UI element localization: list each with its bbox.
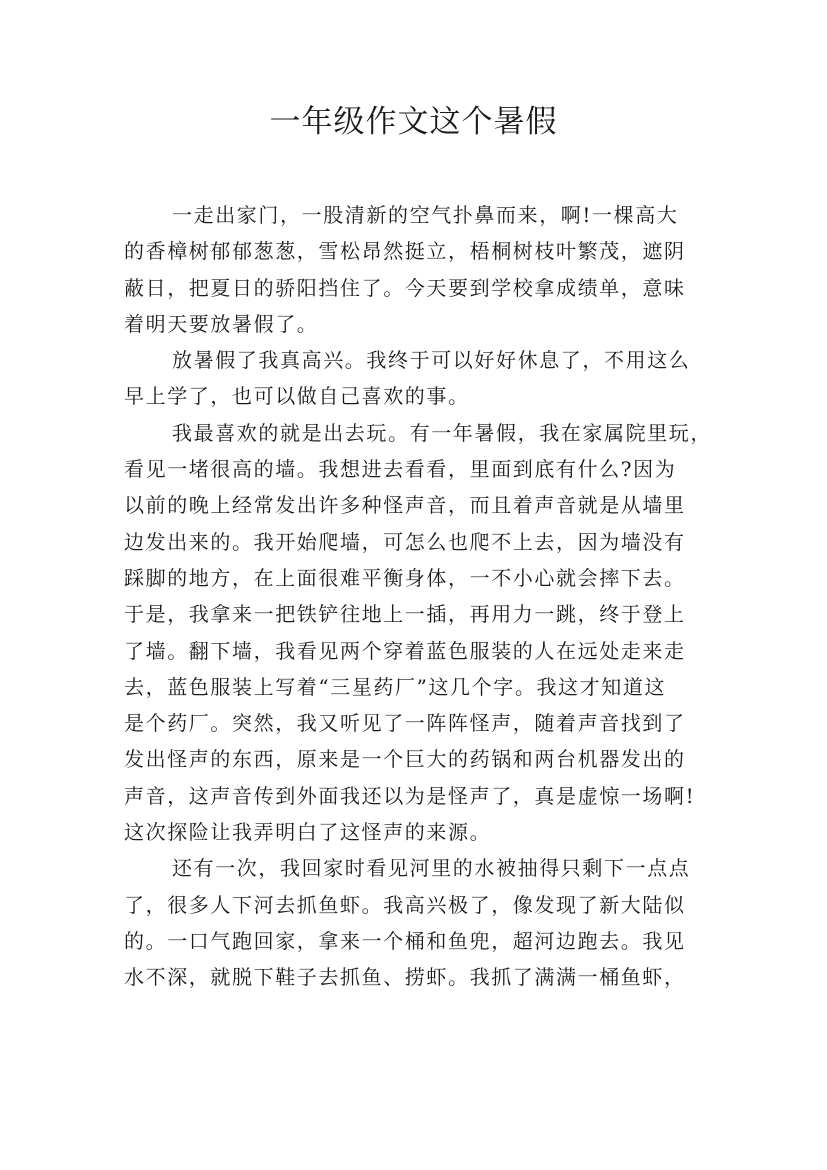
text-line: 蔽日，把夏日的骄阳挡住了。今天要到学校拿成绩单，意味 xyxy=(124,275,686,300)
text-line: 于是，我拿来一把铁铲往地上一插，再用力一跳，终于登上 xyxy=(124,602,686,627)
text-line: 放暑假了我真高兴。我终于可以好好休息了，不用这么 xyxy=(172,348,691,373)
document-body xyxy=(124,197,724,996)
text-line: 了墙。翻下墙，我看见两个穿着蓝色服装的人在远处走来走 xyxy=(124,638,686,663)
text-line: 这次探险让我弄明白了这怪声的来源。 xyxy=(124,820,492,845)
text-line: 去，蓝色服装上写着“三星药厂”这几个字。我这才知道这 xyxy=(124,674,667,699)
text-line: 看见一堵很高的墙。我想进去看看，里面到底有什么?因为 xyxy=(124,457,677,482)
text-line: 发出怪声的东西，原来是一个巨大的药锅和两台机器发出的 xyxy=(124,747,686,772)
document-title: 一年级作文这个暑假 xyxy=(269,104,558,140)
text-line: 是个药厂。突然，我又听见了一阵阵怪声，随着声音找到了 xyxy=(124,711,686,736)
text-line: 的。一口气跑回家，拿来一个桶和鱼兜，超河边跑去。我见 xyxy=(124,928,686,953)
text-line: 水不深，就脱下鞋子去抓鱼、捞虾。我抓了满满一桶鱼虾， xyxy=(124,965,686,990)
text-line: 早上学了，也可以做自己喜欢的事。 xyxy=(124,384,470,409)
text-line: 我最喜欢的就是出去玩。有一年暑假，我在家属院里玩， xyxy=(172,420,712,445)
text-line: 的香樟树郁郁葱葱，雪松昂然挺立，梧桐树枝叶繁茂，遮阴 xyxy=(124,239,686,264)
text-line: 声音，这声音传到外面我还以为是怪声了，真是虚惊一场啊! xyxy=(124,783,696,808)
text-line: 一走出家门，一股清新的空气扑鼻而来，啊!一棵高大 xyxy=(172,203,679,227)
text-line: 着明天要放暑假了。 xyxy=(124,311,319,336)
text-line: 边发出来的。我开始爬墙，可怎么也爬不上去，因为墙没有 xyxy=(124,529,686,554)
text-line: 了，很多人下河去抓鱼虾。我高兴极了，像发现了新大陆似 xyxy=(124,892,686,917)
text-line: 以前的晚上经常发出许多种怪声音，而且着声音就是从墙里 xyxy=(124,493,686,518)
text-line: 还有一次，我回家时看见河里的水被抽得只剩下一点点 xyxy=(172,856,691,881)
text-line: 踩脚的地方，在上面很难平衡身体，一不小心就会摔下去。 xyxy=(124,565,686,590)
